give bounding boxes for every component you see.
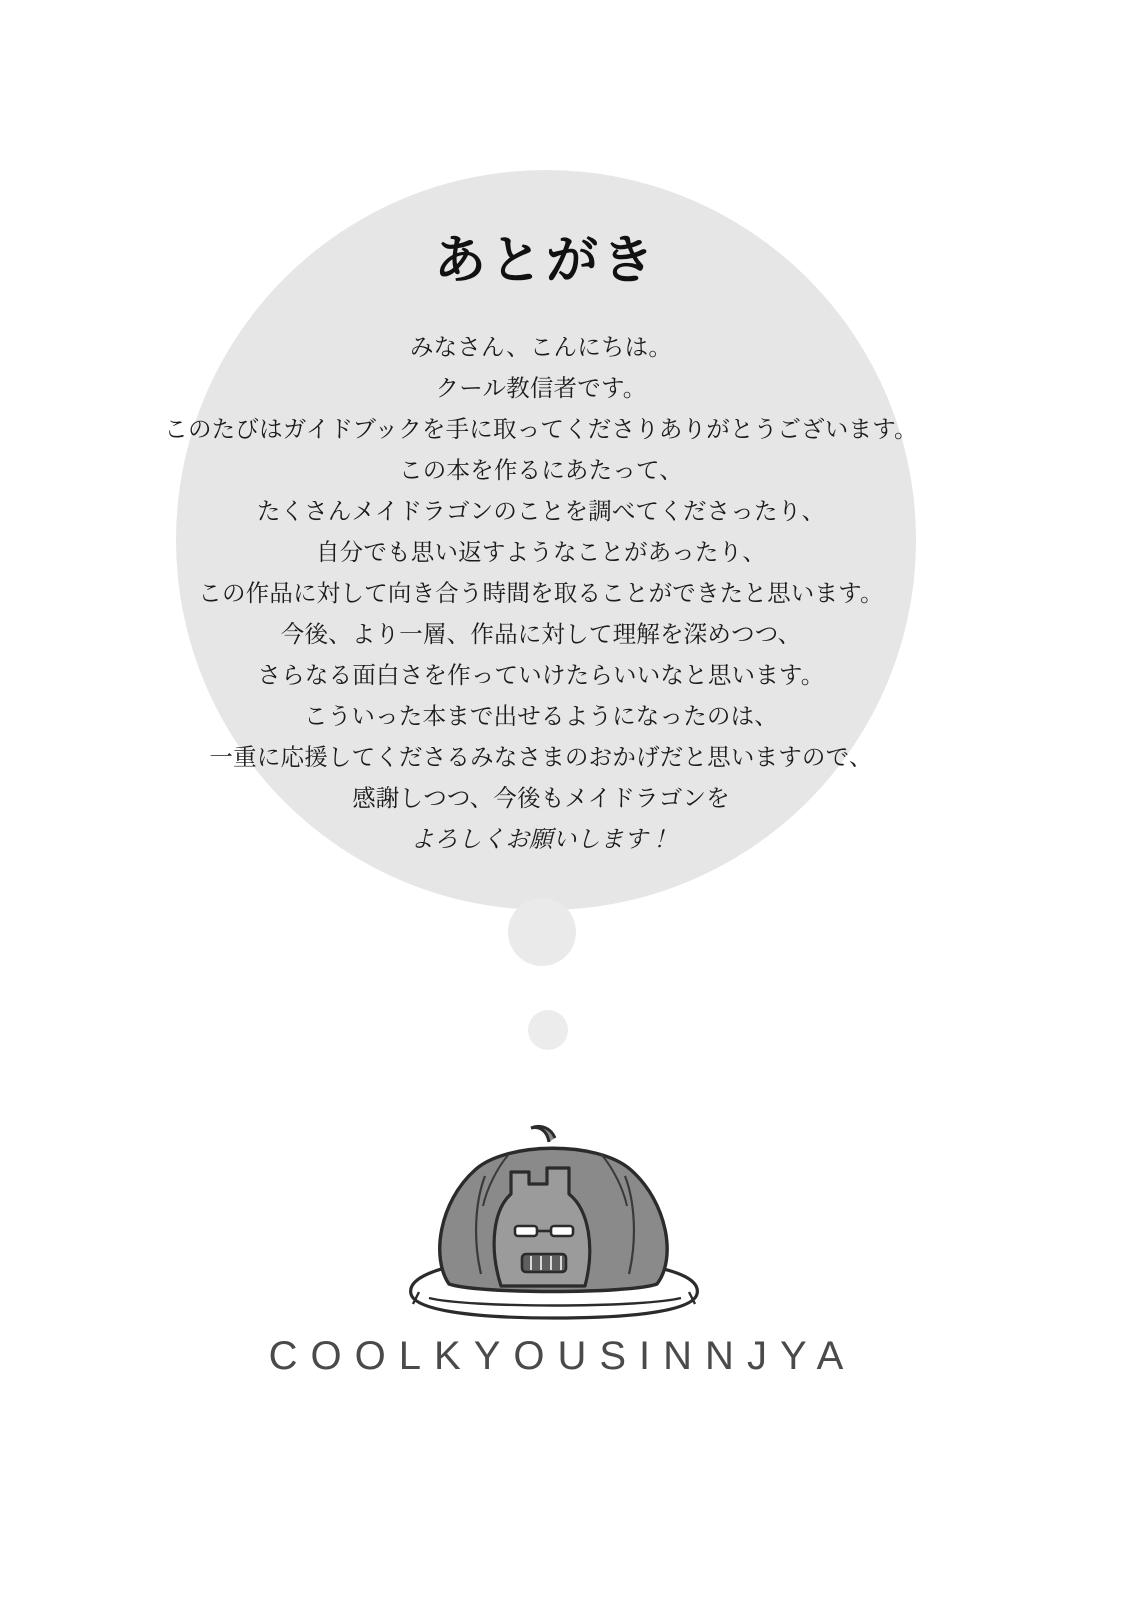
afterword-line: みなさん、こんにちは。 xyxy=(409,333,673,361)
afterword-text xyxy=(161,327,921,860)
afterword-line: 一重に応援してくださるみなさまのおかげだと思いますので、 xyxy=(209,743,873,771)
afterword-line: この作品に対して向き合う時間を取ることができたと思います。 xyxy=(198,579,884,607)
author-name: COOLKYOUSINNJYA xyxy=(268,1334,857,1378)
afterword-line: この本を作るにあたって、 xyxy=(399,456,683,484)
page-title: あとがき xyxy=(433,231,658,291)
afterword-line: 自分でも思い返すようなことがあったり、 xyxy=(315,538,767,566)
afterword-line: たくさんメイドラゴンのことを調べてくださったり、 xyxy=(256,497,826,525)
afterword-line: 感謝しつつ、今後もメイドラゴンを xyxy=(352,784,730,812)
speech-bubble-tail-large xyxy=(508,898,576,966)
afterword-line: さらなる面白さを作っていけたらいいなと思います。 xyxy=(257,661,825,689)
speech-bubble-tail-small xyxy=(528,1010,568,1050)
afterword-line: このたびはガイドブックを手に取ってくださりありがとうございます。 xyxy=(164,415,918,443)
afterword-line: こういった本まで出せるようになったのは、 xyxy=(304,702,778,730)
author-mascot-illustration xyxy=(389,1098,719,1328)
afterword-line: クール教信者です。 xyxy=(435,374,647,402)
speech-bubble xyxy=(164,170,918,910)
afterword-line: 今後、より一層、作品に対して理解を深めつつ、 xyxy=(280,620,802,648)
afterword-line: よろしくお願いします！ xyxy=(410,825,672,853)
